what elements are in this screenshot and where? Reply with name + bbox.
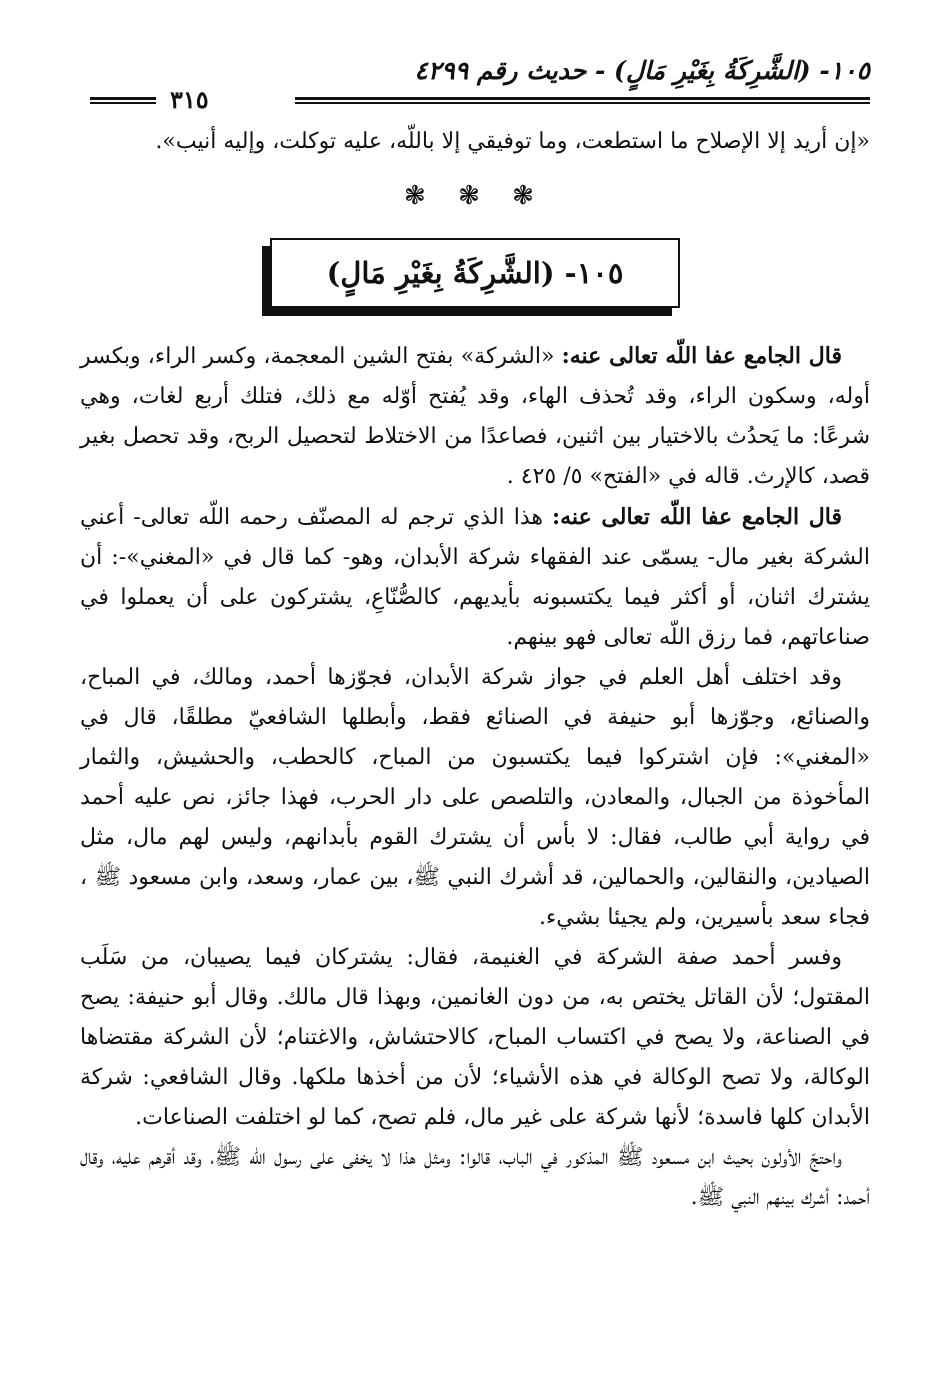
book-page	[80, 52, 870, 1218]
chapter-heading	[270, 238, 680, 308]
header-rule-short	[90, 97, 156, 104]
header-rule-long	[295, 97, 870, 104]
paragraph-text: هذا الذي ترجم له المصنّف رحمه اللّه تعالى- أعني الشركة بغير مال- يسمّى عند الفقهاء شركة الأبدان، وهو- كما قال في «المغني»-: أن يشترك اثنان، أو أكثر فيما يكتسبونه بأيديهم، كالصُّنّاعِ، يشتركون على أن يعملوا في صناعاتهم، فما رزق اللّه تعالى فهو بينهم.	[80, 505, 870, 650]
section-separator: ❃ ❃ ❃	[404, 181, 546, 211]
paragraph-4	[80, 938, 870, 1138]
paragraph-1	[80, 336, 870, 497]
chapter-title: ١٠٥- (الشَّرِكَةُ بِغَيْرِ مَالٍ)	[270, 238, 680, 308]
page-number: ٣١٥	[170, 85, 209, 114]
paragraph-text: وفسر أحمد صفة الشركة في الغنيمة، فقال: يشتركان فيما يصيبان، من سَلَب المقتول؛ لأن القاتل يختص به، من دون الغانمين، وبهذا قال مالك. وقال أبو حنيفة: يصح في الصناعة، ولا يصح في اكتساب المباح، كالاحتشاش، والاغتنام؛ لأن الشركة مقتضاها الوكالة، ولا تصح الوكالة في هذه الأشياء؛ لأن من أخذها ملكها. وقال الشافعي: شركة الأبدان كلها فاسدة؛ لأنها شركة على غير مال، فلم تصح، كما لو اختلفت الصناعات.	[80, 945, 870, 1130]
running-header	[80, 52, 870, 114]
running-title: ١٠٥- (الشَّرِكَةُ بِغَيْرِ مَالٍ) - حديث رقم ٤٢٩٩	[414, 56, 870, 85]
paragraph-label: قال الجامع عفا اللّه تعالى عنه:	[561, 343, 842, 369]
paragraph-2	[80, 497, 870, 658]
paragraph-3	[80, 658, 870, 938]
paragraph-text: واحتجّ الأولون بحيث ابن مسعود ﷺ المذكور في الباب، قالوا: ومثل هذا لا يخفى على رسول اللّه ﷺ، وقد أقرهم عليه، وقال أحمد: أشرك بينهم النبي ﷺ.	[80, 1145, 870, 1210]
paragraph-text: وقد اختلف أهل العلم في جواز شركة الأبدان، فجوّزها أحمد، ومالك، في المباح، والصنائع، وجوّزها أبو حنيفة في الصنائع فقط، وأبطلها الشافعيّ مطلقًا، قال في «المغني»: فإن اشتركوا فيما يكتسبون من المباح، كالحطب، والحشيش، والثمار المأخوذة من الجبال، والمعادن، والتلصص على دار الحرب، فهذا جائز، نص عليه أحمد في رواية أبي طالب، فقال: لا بأس أن يشترك القوم بأبدانهم، وليس لهم مال، مثل الصيادين، والنقالين، والحمالين، قد أشرك النبي ﷺ، بين عمار، وسعد، وابن مسعود ﷺ ، فجاء سعد بأسيرين، ولم يجيئا بشيء.	[80, 665, 870, 930]
opening-quote: «إن أريد إلا الإصلاح ما استطعت، وما توفيقي إلا باللّه، عليه توكلت، وإليه أنيب».	[155, 129, 870, 154]
paragraph-5	[80, 1138, 870, 1218]
paragraph-text: «الشركة» بفتح الشين المعجمة، وكسر الراء، وبكسر أوله، وسكون الراء، وقد تُحذف الهاء، وقد يُفتح أوّله مع ذلك، فتلك أربع لغات، وهي شرعًا: ما يَحدُث بالاختيار بين اثنين، فصاعدًا من الاختلاط لتحصيل الربح، وقد تحصل بغير قصد، كالإرث. قاله في «الفتح» ٥/ ٤٢٥ .	[80, 344, 870, 489]
paragraph-label: قال الجامع عفا اللّه تعالى عنه:	[552, 504, 842, 530]
